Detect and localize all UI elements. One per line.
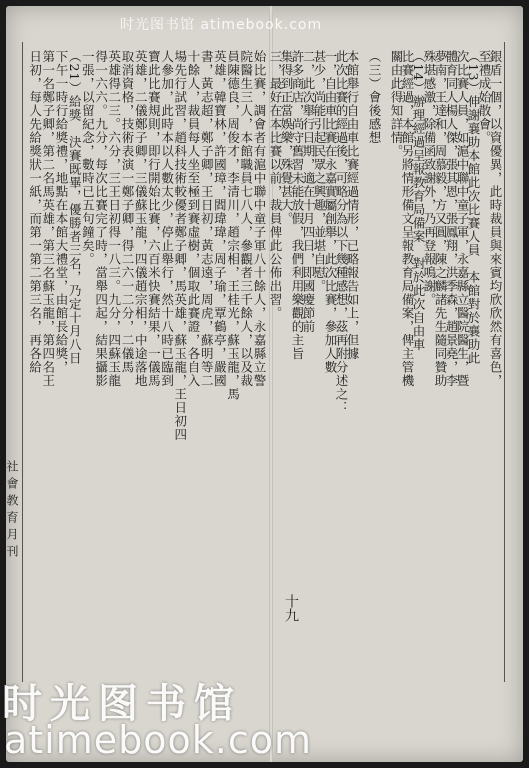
- right-text-column: 至禮成始散會。: [477, 50, 492, 145]
- right-text-column: 體育同人楊人傑，張其恩，張鳳翔，洪季森，趙景堯，李: [444, 50, 459, 388]
- watermark-bottom-url: atimebook.com: [4, 718, 313, 762]
- left-text-column: 場先行試習，趙科技術較優者鄭子卿，馬英雄，蘇玉龍，王日初四: [172, 50, 188, 442]
- left-text-column: 始比賽，調會者有滬中聯中童子軍八十餘人，永嘉縣立警: [251, 50, 267, 388]
- right-text-column: 集得到正當娛樂，殊覺甚大。: [279, 50, 294, 226]
- left-text-column: 英雄得二三。六分，三王日初得一八三。九分，四蘇玉龍: [106, 50, 122, 388]
- left-text-column: 英雄，二儀鄭子卿，三儀蘇玉龍，四儀趙宗相，中途落地: [133, 50, 149, 388]
- right-text-column: 此次比賽的經過後，可略分為以下幾種感想，茲再附分述之：: [334, 50, 349, 415]
- right-text-column: 夢南，王達和，周慕毅，方又圓，陳之麟諸先生隨同贊助: [433, 50, 448, 388]
- left-text-column: 人參加，此時本以人數太少，停止舉行，然十八時已臨到: [159, 50, 175, 388]
- right-text-column: （14）辦理經過呈報教育局備案 對於此次自由車: [411, 50, 426, 352]
- right-text-column: 比賽經過，本館另將情形備文呈報教育局備案，俾主管機: [400, 50, 415, 388]
- left-text-column: 院醫生三人，本館職員七八人，參觀者三千餘人，以及裁: [238, 50, 254, 388]
- right-text-column: 三，最好在本比賽以前，裁員俾此公佈出習。: [268, 50, 283, 320]
- right-text-column: 殊堪感激，除備函致謝外，乃再登報鳴謝。: [422, 50, 437, 307]
- scanned-page: [6, 6, 523, 762]
- left-text-column: 十餘人，裁員每人坐至極到賽虛樹，個取此賽證，各自入: [185, 50, 201, 388]
- watermark-top: 时光图书馆 atimebook.com: [120, 17, 323, 33]
- right-text-column: 一，自由車比賽在永嘉實屬創舉，此次比賽，參加人數: [323, 50, 338, 374]
- right-text-column: （三）會後感想: [367, 50, 382, 145]
- right-text-column: （13）伸謝襄助本館此次比賽人員 本館對於襄助此: [466, 50, 481, 365]
- right-text-column: [383, 50, 394, 610]
- left-text-column: 日初，每人先給獎狀一紙，而第一第二第三名，再各給: [27, 50, 43, 374]
- left-text-column: 取消資格，技術表演一鄭子卿，得二六一二分，二儀馬: [119, 50, 135, 374]
- left-text-column: 下午一時行給獎禮，地點在本館大禮堂，由館長給獎，: [53, 50, 69, 374]
- right-text-column: 銀盾一個，以資優異，此時裁員與來賓均欣欣然有喜色，: [488, 50, 503, 388]
- left-text-column: 一張，以留紀念，數時已五句鐘矣。: [80, 50, 96, 266]
- right-text-column: 甚少，尚能引起民眾之興趣，並堪自慰。: [312, 50, 327, 293]
- right-text-column: 關由此得知詳情。: [389, 50, 404, 158]
- right-text-column: [361, 50, 372, 610]
- right-text-column: 許多商店，尚守舊習未能放假，我們利用樂觀的主旨: [290, 50, 305, 361]
- left-text-column: 得一六六。九分，每次比賽完了時，當舉四起，結果攝影: [93, 50, 109, 388]
- page-number: 十九: [283, 594, 299, 622]
- left-text-column: （21）給獎 決賽既畢，優勝者三名，乃定十月八日: [67, 50, 83, 365]
- journal-title-footer: 社會教育月刊: [5, 460, 19, 562]
- right-text-column: 本館舉行自由車比賽經過情形，已略報告如上，但據: [345, 50, 360, 361]
- watermark-bottom-cn: 时光图书馆: [2, 681, 242, 727]
- right-text-column: 二，此次舉行日期，適在十月四日，即國慶節前: [301, 50, 316, 334]
- footer-rule-right: [504, 42, 505, 682]
- left-text-column: 第一名鄭子卿，第二名馬英雄，第三名蘇玉龍，第四名王: [40, 50, 56, 388]
- left-text-column: 書，黃志超，鄭子卿，王日初，黃志遠，周虎，蘇明等二: [199, 50, 215, 388]
- left-text-column: 英雄，韓寶林，許國璋，閻瑋瑋，周子瑜，覃鶴亭，嚴國: [212, 50, 228, 388]
- left-text-column: 員陳德良，周俊才，李清川，趙宗相，王桂光，蘇玉龍，馬: [225, 50, 241, 401]
- right-text-column: 次比賽人員，如滬中聯中童子軍，永嘉縣立醫院醫生，暨: [455, 50, 470, 388]
- footer-rule-left: [22, 42, 23, 682]
- left-text-column: 寶此比賽規則，即行開始比賽，六百米快賽結果，一儀馬: [146, 50, 162, 388]
